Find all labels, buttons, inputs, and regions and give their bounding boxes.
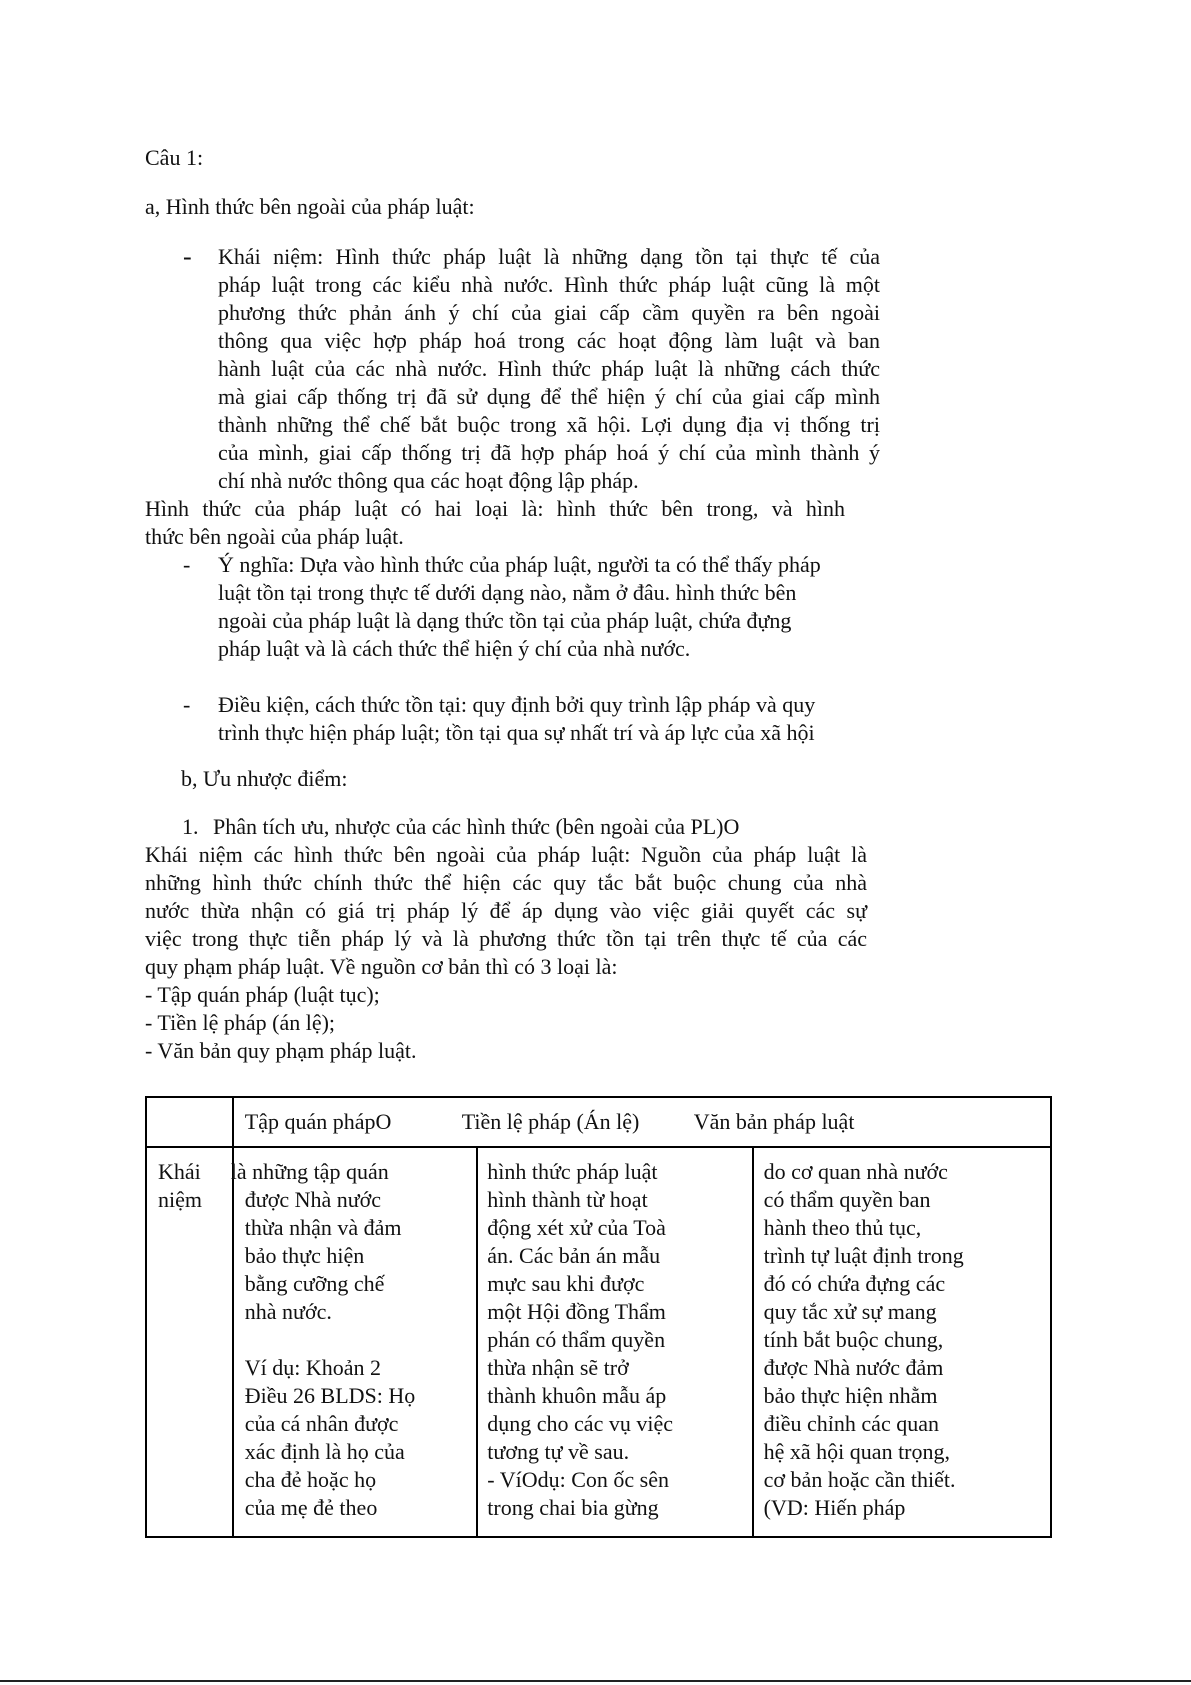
page-bottom-rule — [0, 1680, 1191, 1682]
list-number: 1. — [182, 814, 199, 839]
comparison-table — [145, 1096, 1052, 1538]
list-item-text: Phân tích ưu, nhược của các hình thức (bên ngoài của PL)O — [213, 814, 740, 839]
col3-line: đó có chứa đựng các — [763, 1271, 946, 1296]
source-line: những hình thức chính thức thể hiện các quy tắc bắt buộc chung của nhà — [145, 870, 867, 895]
header-col3: Văn bản pháp luật — [693, 1109, 855, 1134]
concept-line: chí nhà nước thông qua các hoạt động lập pháp. — [218, 468, 639, 493]
meaning-line: Ý nghĩa: Dựa vào hình thức của pháp luật, người ta có thể thấy pháp — [218, 552, 821, 577]
header-col1: Tập quán phápO — [244, 1109, 392, 1134]
col1-line: là những tập quán — [230, 1159, 389, 1184]
concept-line: mà giai cấp thống trị đã sử dụng để thể hiện ý chí của giai cấp mình — [218, 384, 880, 409]
row-label-cell — [146, 1147, 233, 1537]
condition-paragraph — [218, 691, 918, 747]
table-row — [146, 1147, 1051, 1537]
table-header-cell — [233, 1097, 1051, 1147]
col2-line: trong chai bia gừng — [487, 1495, 659, 1520]
source-line: nước thừa nhận có giá trị pháp lý để áp dụng vào việc giải quyết các sự — [145, 898, 867, 923]
col1-line — [245, 1326, 477, 1354]
types-paragraph — [145, 495, 845, 551]
col2-line: tương tự về sau. — [487, 1439, 630, 1464]
col3-line: bảo thực hiện nhằm — [763, 1383, 938, 1408]
condition-line: trình thực hiện pháp luật; tồn tại qua sự nhất trí và áp lực của xã hội — [218, 720, 815, 745]
meaning-paragraph — [218, 551, 898, 663]
col2-line: án. Các bản án mẫu — [487, 1243, 661, 1268]
col3-line: có thẩm quyền ban — [763, 1187, 931, 1212]
source-line: việc trong thực tiễn pháp lý và là phương thức tồn tại trên thực tế của các — [145, 926, 867, 951]
types-line: Hình thức của pháp luật có hai loại là: hình thức bên trong, và hình — [145, 496, 845, 521]
source-type-item: - Văn bản quy phạm pháp luật. — [145, 1038, 417, 1063]
col1-line: được Nhà nước — [244, 1187, 382, 1212]
concept-line: hành luật của các nhà nước. Hình thức pháp luật là những cách thức — [218, 356, 880, 381]
header-col2: Tiền lệ pháp (Án lệ) — [461, 1109, 640, 1134]
col2-line: hình thức pháp luật — [487, 1159, 658, 1184]
meaning-line: luật tồn tại trong thực tế dưới dạng nào, nằm ở đâu. hình thức bên — [218, 580, 797, 605]
question-heading: Câu 1: — [145, 145, 204, 170]
concept-line: thành những thể chế bắt buộc trong xã hội. Lợi dụng địa vị thống trị — [218, 412, 880, 437]
col2-line: phán có thẩm quyền — [487, 1327, 666, 1352]
col2-line: - VíOdụ: Con ốc sên — [487, 1467, 669, 1492]
col2-line: thừa nhận sẽ trở — [487, 1355, 629, 1380]
col1-cell — [230, 1147, 478, 1537]
col1-line: nhà nước. — [244, 1299, 332, 1324]
concept-line: thông qua việc hợp pháp hoá trong các hoạt động làm luật và ban — [218, 328, 880, 353]
row-label-line: Khái — [158, 1159, 201, 1184]
source-type-item: - Tập quán pháp (luật tục); — [145, 982, 380, 1007]
col3-line: điều chỉnh các quan — [763, 1411, 939, 1436]
section-a-title: a, Hình thức bên ngoài của pháp luật: — [145, 194, 475, 219]
col3-line: hệ xã hội quan trọng, — [763, 1439, 951, 1464]
col1-line: xác định là họ của — [244, 1439, 405, 1464]
meaning-line: pháp luật và là cách thức thể hiện ý chí của nhà nước. — [218, 636, 691, 661]
concept-line: của mình, giai cấp thống trị đã hợp pháp hoá ý chí của mình thành ý — [218, 440, 880, 465]
col1-line: Ví dụ: Khoản 2 — [244, 1355, 382, 1380]
col1-line: bảo thực hiện — [244, 1243, 365, 1268]
col1-line: của mẹ đẻ theo — [244, 1495, 378, 1520]
concept-line: pháp luật trong các kiểu nhà nước. Hình thức pháp luật cũng là một — [218, 272, 880, 297]
col1-line: Điều 26 BLDS: Họ — [244, 1383, 416, 1408]
source-line: quy phạm pháp luật. Về nguồn cơ bản thì có 3 loại là: — [145, 954, 618, 979]
bullet-dash: - — [183, 242, 192, 271]
col1-line: thừa nhận và đảm — [244, 1215, 402, 1240]
col3-cell — [753, 1147, 1051, 1537]
bullet-dash: - — [183, 692, 191, 717]
col3-line: quy tắc xử sự mang — [763, 1299, 937, 1324]
meaning-line: ngoài của pháp luật là dạng thức tồn tại của pháp luật, chứa đựng — [218, 608, 792, 633]
row-label-line: niệm — [158, 1187, 202, 1212]
col1-line: của cá nhân được — [244, 1411, 399, 1436]
col3-line: tính bắt buộc chung, — [763, 1327, 944, 1352]
col2-line: động xét xử của Toà — [487, 1215, 666, 1240]
col3-line: trình tự luật định trong — [763, 1243, 964, 1268]
col2-cell — [477, 1147, 752, 1537]
col2-line: một Hội đồng Thẩm — [487, 1299, 666, 1324]
types-line: thức bên ngoài của pháp luật. — [145, 524, 404, 549]
col1-line: cha đẻ hoặc họ — [244, 1467, 377, 1492]
source-paragraph — [145, 841, 867, 1065]
col3-line: được Nhà nước đảm — [763, 1355, 944, 1380]
concept-paragraph — [218, 243, 880, 495]
col3-line: (VD: Hiến pháp — [763, 1495, 906, 1520]
section-b-title: b, Ưu nhược điểm: — [181, 766, 348, 791]
col3-line: cơ bản hoặc cần thiết. — [763, 1467, 956, 1492]
col1-line: bằng cưỡng chế — [244, 1271, 385, 1296]
col3-line: hành theo thủ tục, — [763, 1215, 922, 1240]
concept-line: Khái niệm: Hình thức pháp luật là những dạng tồn tại thực tế của — [218, 244, 880, 269]
source-line: Khái niệm các hình thức bên ngoài của pháp luật: Nguồn của pháp luật là — [145, 842, 867, 867]
col2-line: mực sau khi được — [487, 1271, 645, 1296]
condition-line: Điều kiện, cách thức tồn tại: quy định bởi quy trình lập pháp và quy — [218, 692, 816, 717]
table-header-empty — [146, 1097, 233, 1147]
col2-line: dụng cho các vụ việc — [487, 1411, 673, 1436]
col3-line: do cơ quan nhà nước — [763, 1159, 948, 1184]
table-header-row — [146, 1097, 1051, 1147]
source-type-item: - Tiền lệ pháp (án lệ); — [145, 1010, 336, 1035]
col2-line: hình thành từ hoạt — [487, 1187, 648, 1212]
concept-line: phương thức phản ánh ý chí của giai cấp cầm quyền ra bên ngoài — [218, 300, 880, 325]
bullet-dash: - — [183, 552, 191, 577]
col2-line: thành khuôn mẫu áp — [487, 1383, 667, 1408]
